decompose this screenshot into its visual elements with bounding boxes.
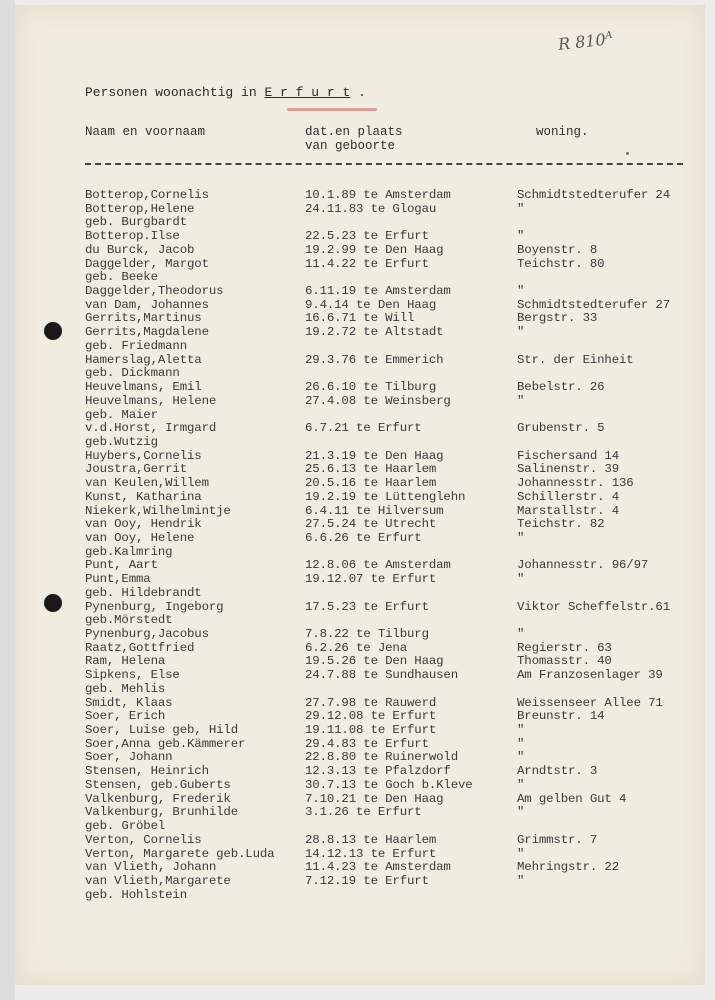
residence-address: Regierstr. 63 (517, 640, 612, 655)
birth-date-place: 28.8.13 te Haarlem (305, 832, 437, 847)
birth-date-place: 12.3.13 te Pfalzdorf (305, 764, 451, 779)
birth-date-place: 10.1.89 te Amsterdam (305, 188, 451, 202)
person-name: Smidt, Klaas (85, 695, 173, 710)
person-name: geb. Maier (85, 407, 158, 422)
residence-address: " (517, 805, 525, 820)
birth-date-place: 22.8.80 te Ruinerwold (305, 750, 458, 765)
person-name: Heuvelmans, Helene (85, 393, 217, 408)
list-item (85, 848, 705, 862)
person-name: Valkenburg, Frederik (85, 791, 231, 806)
birth-date-place: 19.2.72 te Altstadt (305, 325, 444, 340)
residence-address: " (517, 846, 525, 861)
header-name: Naam en voornaam (85, 125, 206, 139)
birth-date-place: 29.4.83 te Erfurt (305, 736, 429, 751)
person-name: Gerrits,Martinus (85, 311, 202, 326)
residence-address: Teichstr. 80 (517, 256, 605, 271)
list-item (85, 491, 705, 505)
residence-address: Marstallstr. 4 (517, 503, 619, 518)
scan-edge (0, 0, 15, 1000)
list-item (85, 477, 705, 491)
document-title: Personen woonachtig in E r f u r t . (85, 85, 366, 100)
list-item (85, 710, 705, 724)
list-item (85, 559, 705, 573)
person-name: geb. Hohlstein (85, 887, 187, 902)
person-name: Daggelder,Theodorus (85, 284, 224, 299)
residence-address: Am gelben Gut 4 (517, 791, 627, 806)
person-name: Botterop,Cornelis (85, 188, 209, 202)
list-item (85, 820, 705, 834)
person-name: Huybers,Cornelis (85, 448, 202, 463)
list-item (85, 587, 705, 601)
birth-date-place: 24.11.83 te Glogau (305, 201, 437, 216)
birth-date-place: 3.1.26 te Erfurt (305, 805, 422, 820)
person-name: van Vlieth,Margarete (85, 873, 231, 888)
residence-address: Teichstr. 82 (517, 517, 605, 532)
residence-address: " (517, 325, 525, 340)
residence-address: " (517, 572, 525, 587)
person-name: geb.Mörstedt (85, 613, 173, 628)
list-item (85, 354, 705, 368)
birth-date-place: 12.8.06 te Amsterdam (305, 558, 451, 573)
residence-address: " (517, 229, 525, 244)
residence-address: " (517, 736, 525, 751)
title-city: E r f u r t (264, 85, 351, 100)
residence-address: " (517, 873, 525, 888)
person-name: van Ooy, Helene (85, 530, 195, 545)
list-item (85, 230, 705, 244)
person-name: Pynenburg,Jacobus (85, 627, 209, 641)
list-item (85, 669, 705, 683)
list-item (85, 367, 705, 381)
residence-address: Weissenseer Allee 71 (517, 695, 663, 710)
list-item (85, 409, 705, 423)
residence-address: Schillerstr. 4 (517, 489, 619, 504)
list-item (85, 299, 705, 313)
person-name: van Vlieth, Johann (85, 860, 217, 875)
birth-date-place: 6.4.11 te Hilversum (305, 503, 444, 518)
person-name: van Ooy, Hendrik (85, 517, 202, 532)
person-name: Niekerk,Wilhelmintje (85, 503, 231, 518)
residence-address: Viktor Scheffelstr.61 (517, 599, 670, 614)
list-item (85, 614, 705, 628)
residence-address: Breunstr. 14 (517, 709, 605, 724)
ink-speck (626, 152, 629, 155)
residence-address: Bergstr. 33 (517, 311, 598, 326)
person-name: v.d.Horst, Irmgard (85, 421, 217, 436)
birth-date-place: 7.10.21 te Den Haag (305, 791, 444, 806)
list-item (85, 751, 705, 765)
list-item (85, 271, 705, 285)
person-name: geb.Wutzig (85, 434, 158, 449)
residence-address: Str. der Einheit (517, 352, 634, 367)
person-name: geb.Kalmring (85, 544, 173, 559)
list-item (85, 285, 705, 299)
birth-date-place: 19.12.07 te Erfurt (305, 572, 437, 587)
person-name: Verton, Cornelis (85, 832, 202, 847)
birth-date-place: 17.5.23 te Erfurt (305, 599, 429, 614)
birth-date-place: 30.7.13 te Goch b.Kleve (305, 777, 473, 792)
residence-address: Arndtstr. 3 (517, 764, 598, 779)
list-item (85, 875, 705, 889)
person-name: Botterop,Helene (85, 201, 195, 216)
person-name: Soer, Johann (85, 750, 173, 765)
person-name: Punt,Emma (85, 572, 151, 587)
list-item (85, 532, 705, 546)
residence-address: Grimmstr. 7 (517, 832, 598, 847)
list-item (85, 203, 705, 217)
residence-address: " (517, 750, 525, 765)
list-item (85, 834, 705, 848)
birth-date-place: 11.4.22 te Erfurt (305, 256, 429, 271)
person-name: Raatz,Gottfried (85, 640, 195, 655)
list-item (85, 861, 705, 875)
residence-address: Schmidtstedterufer 24 (517, 188, 670, 202)
person-name: geb. Hildebrandt (85, 585, 202, 600)
list-item (85, 244, 705, 258)
header-residence: woning. (536, 125, 589, 139)
residence-address: Johannesstr. 96/97 (517, 558, 649, 573)
person-name: geb. Beeke (85, 270, 158, 285)
person-name: Joustra,Gerrit (85, 462, 187, 477)
birth-date-place: 20.5.16 te Haarlem (305, 476, 437, 491)
person-name: geb. Dickmann (85, 366, 180, 381)
residence-address: " (517, 284, 525, 299)
residence-address: Thomasstr. 40 (517, 654, 612, 669)
birth-date-place: 7.12.19 te Erfurt (305, 873, 429, 888)
list-item (85, 312, 705, 326)
list-item (85, 765, 705, 779)
person-name: Heuvelmans, Emil (85, 380, 202, 395)
residence-address: " (517, 723, 525, 738)
birth-date-place: 19.11.08 te Erfurt (305, 723, 437, 738)
person-name: Soer, Erich (85, 709, 166, 724)
header-birth: dat.en plaats van geboorte (305, 125, 403, 153)
person-name: Pynenburg, Ingeborg (85, 599, 224, 614)
list-item (85, 216, 705, 230)
person-name: Stensen, Heinrich (85, 764, 209, 779)
person-name: Gerrits,Magdalene (85, 325, 209, 340)
list-item (85, 793, 705, 807)
list-item (85, 642, 705, 656)
person-name: Punt, Aart (85, 558, 158, 573)
person-name: van Dam, Johannes (85, 297, 209, 312)
list-item (85, 683, 705, 697)
person-name: Ram, Helena (85, 654, 166, 669)
birth-date-place: 11.4.23 te Amsterdam (305, 860, 451, 875)
list-item (85, 738, 705, 752)
birth-date-place: 19.2.99 te Den Haag (305, 242, 444, 257)
person-name: Verton, Margarete geb.Luda (85, 846, 275, 861)
list-item (85, 697, 705, 711)
list-item (85, 258, 705, 272)
red-underline-mark (287, 108, 377, 111)
list-item (85, 655, 705, 669)
person-name: Soer,Anna geb.Kämmerer (85, 736, 246, 751)
person-name: geb. Mehlis (85, 681, 166, 696)
birth-date-place: 19.2.19 te Lüttenglehn (305, 489, 466, 504)
person-name: Hamerslag,Aletta (85, 352, 202, 367)
birth-date-place: 24.7.88 te Sundhausen (305, 668, 458, 683)
person-list (85, 189, 705, 902)
residence-address: " (517, 627, 525, 641)
birth-date-place: 25.6.13 te Haarlem (305, 462, 437, 477)
list-item (85, 601, 705, 615)
list-item (85, 573, 705, 587)
birth-date-place: 6.2.26 te Jena (305, 640, 407, 655)
list-item (85, 779, 705, 793)
list-item (85, 628, 705, 642)
person-name: du Burck, Jacob (85, 242, 195, 257)
person-name: geb. Burgbardt (85, 215, 187, 230)
residence-address: Boyenstr. 8 (517, 242, 598, 257)
birth-date-place: 27.4.08 te Weinsberg (305, 393, 451, 408)
residence-address: Am Franzosenlager 39 (517, 668, 663, 683)
person-name: Daggelder, Margot (85, 256, 209, 271)
birth-date-place: 27.7.98 te Rauwerd (305, 695, 437, 710)
list-item (85, 889, 705, 903)
list-item (85, 189, 705, 203)
person-name: van Keulen,Willem (85, 476, 209, 491)
list-item (85, 395, 705, 409)
residence-address: Mehringstr. 22 (517, 860, 619, 875)
person-name: Sipkens, Else (85, 668, 180, 683)
list-item (85, 326, 705, 340)
birth-date-place: 6.11.19 te Amsterdam (305, 284, 451, 299)
birth-date-place: 7.8.22 te Tilburg (305, 627, 429, 641)
list-item (85, 340, 705, 354)
birth-date-place: 6.7.21 te Erfurt (305, 421, 422, 436)
person-name: geb. Friedmann (85, 338, 187, 353)
residence-address: " (517, 530, 525, 545)
person-name: Kunst, Katharina (85, 489, 202, 504)
person-name: geb. Gröbel (85, 819, 166, 834)
person-name: Valkenburg, Brunhilde (85, 805, 238, 820)
birth-date-place: 22.5.23 te Erfurt (305, 229, 429, 244)
birth-date-place: 21.3.19 te Den Haag (305, 448, 444, 463)
residence-address: Grubenstr. 5 (517, 421, 605, 436)
residence-address: " (517, 201, 525, 216)
list-item (85, 436, 705, 450)
list-item (85, 505, 705, 519)
residence-address: " (517, 393, 525, 408)
birth-date-place: 29.12.08 te Erfurt (305, 709, 437, 724)
birth-date-place: 14.12.13 te Erfurt (305, 846, 437, 861)
archive-code: R $810^A$ (557, 29, 613, 54)
birth-date-place: 27.5.24 te Utrecht (305, 517, 437, 532)
residence-address: Salinenstr. 39 (517, 462, 619, 477)
punch-hole-icon (44, 322, 62, 340)
birth-date-place: 16.6.71 te Will (305, 311, 415, 326)
list-item (85, 546, 705, 560)
person-name: Stensen, geb.Guberts (85, 777, 231, 792)
birth-date-place: 26.6.10 te Tilburg (305, 380, 437, 395)
residence-address: Fischersand 14 (517, 448, 619, 463)
person-name: Soer, Luise geb, Hild (85, 723, 238, 738)
list-item (85, 806, 705, 820)
birth-date-place: 9.4.14 te Den Haag (305, 297, 437, 312)
punch-hole-icon (44, 594, 62, 612)
birth-date-place: 19.5.26 te Den Haag (305, 654, 444, 669)
list-item (85, 518, 705, 532)
list-item (85, 724, 705, 738)
residence-address: Johannesstr. 136 (517, 476, 634, 491)
birth-date-place: 29.3.76 te Emmerich (305, 352, 444, 367)
birth-date-place: 6.6.26 te Erfurt (305, 530, 422, 545)
list-item (85, 450, 705, 464)
person-name: Botterop.Ilse (85, 229, 180, 244)
residence-address: " (517, 777, 525, 792)
list-item (85, 463, 705, 477)
residence-address: Schmidtstedterufer 27 (517, 297, 670, 312)
list-item (85, 381, 705, 395)
list-item (85, 422, 705, 436)
residence-address: Bebelstr. 26 (517, 380, 605, 395)
dashed-separator (85, 163, 683, 165)
